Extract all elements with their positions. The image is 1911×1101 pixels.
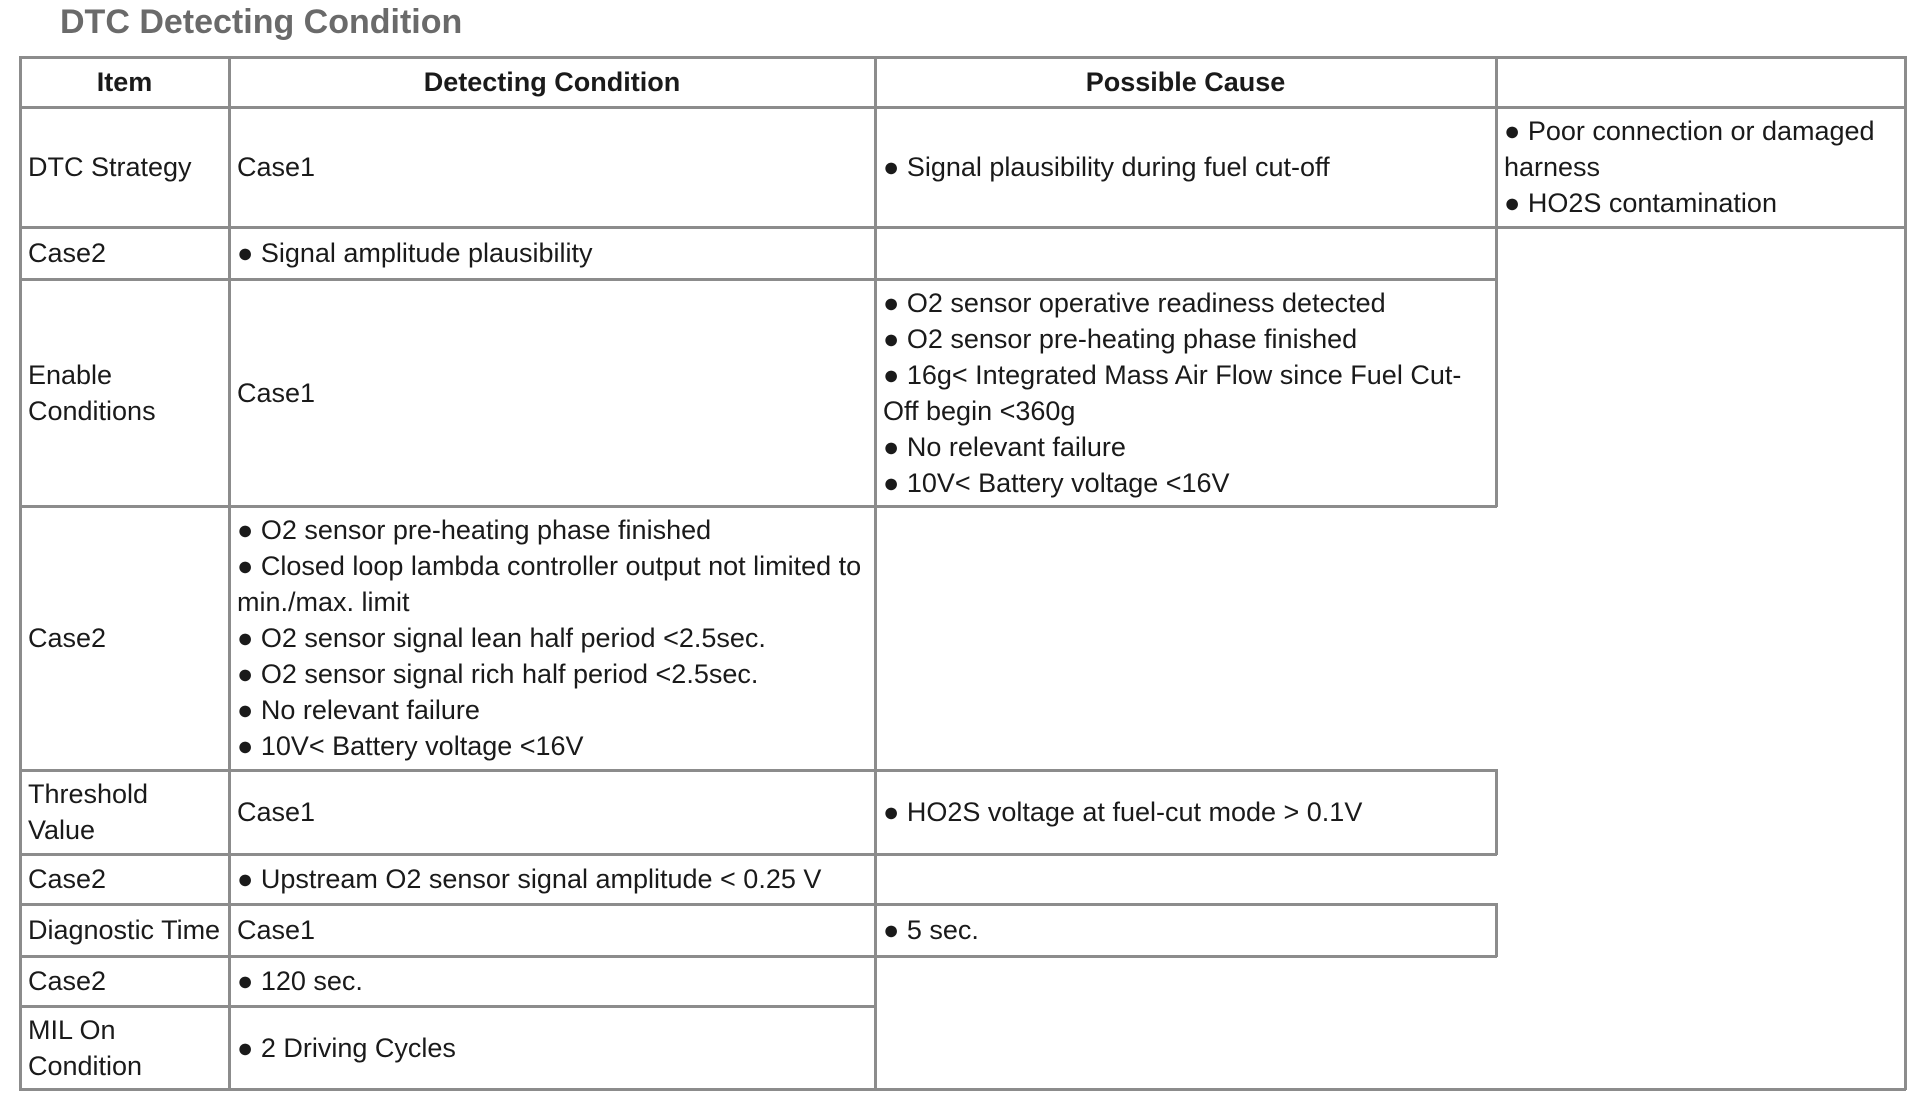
list-item: ● O2 sensor pre-heating phase finished (883, 323, 1358, 354)
header-detecting-condition: Detecting Condition (423, 67, 681, 97)
condition-list (230, 1007, 874, 1088)
rule (1495, 769, 1498, 855)
rule (1495, 278, 1498, 507)
header-possible-cause: Possible Cause (1085, 67, 1286, 97)
list-item: ● O2 sensor operative readiness detected (883, 287, 1386, 318)
case-label: Case2 (28, 966, 107, 996)
header-item: Item (96, 67, 153, 97)
list-item: ● 10V< Battery voltage <16V (237, 731, 584, 761)
list-item: ● Poor connection or damaged harness (1504, 116, 1875, 182)
list-item: ● 2 Driving Cycles (237, 1032, 456, 1063)
case-label: Case2 (28, 623, 107, 653)
case-label: Case1 (237, 377, 316, 408)
possible-cause-list (1497, 108, 1904, 226)
list-item: ● No relevant failure (883, 431, 1126, 462)
list-item: ● Signal amplitude plausibility (237, 238, 593, 268)
list-item: ● Upstream O2 sensor signal amplitude < 0.25 V (237, 864, 822, 894)
list-item: ● 120 sec. (237, 966, 363, 996)
condition-list (876, 905, 1495, 955)
list-item: ● HO2S voltage at fuel-cut mode > 0.1V (883, 797, 1363, 827)
list-item: ● No relevant failure (237, 695, 480, 725)
condition-list (230, 855, 874, 903)
list-item: ● O2 sensor signal rich half period <2.5sec. (237, 659, 759, 689)
rule (19, 1088, 1906, 1091)
case-label: Case1 (237, 152, 316, 182)
case-label: Case2 (28, 238, 107, 268)
list-item: ● 16g< Integrated Mass Air Flow since Fuel Cut-Off begin <360g (883, 359, 1462, 426)
case-label: Case1 (237, 797, 316, 827)
condition-list (230, 507, 874, 769)
rule (1495, 903, 1498, 957)
condition-list (230, 228, 874, 278)
list-item: ● O2 sensor signal lean half period <2.5sec. (237, 623, 766, 653)
list-item: ● HO2S contamination (1504, 188, 1777, 218)
item-diagnostic-time: Diagnostic Time (28, 915, 221, 945)
list-item: ● O2 sensor pre-heating phase finished (237, 515, 712, 545)
condition-list (876, 280, 1495, 505)
condition-list (230, 957, 874, 1005)
item-threshold-value: Threshold Value (28, 779, 149, 845)
item-enable-conditions: Enable Conditions (28, 359, 156, 426)
condition-list (876, 108, 1495, 226)
item-mil-on-condition: MIL On Condition (28, 1014, 143, 1081)
list-item: ● Signal plausibility during fuel cut-off (883, 152, 1330, 182)
list-item: ● 10V< Battery voltage <16V (883, 467, 1230, 498)
item-dtc-strategy: DTC Strategy (28, 152, 192, 182)
header-extra (1497, 58, 1904, 106)
case-label: Case1 (237, 915, 316, 945)
rule (1904, 56, 1907, 1090)
list-item: ● Closed loop lambda controller output not limited to min./max. limit (237, 551, 862, 617)
condition-list (876, 771, 1495, 853)
list-item: ● 5 sec. (883, 915, 979, 945)
case-label: Case2 (28, 864, 107, 894)
page-title: DTC Detecting Condition (60, 3, 463, 41)
